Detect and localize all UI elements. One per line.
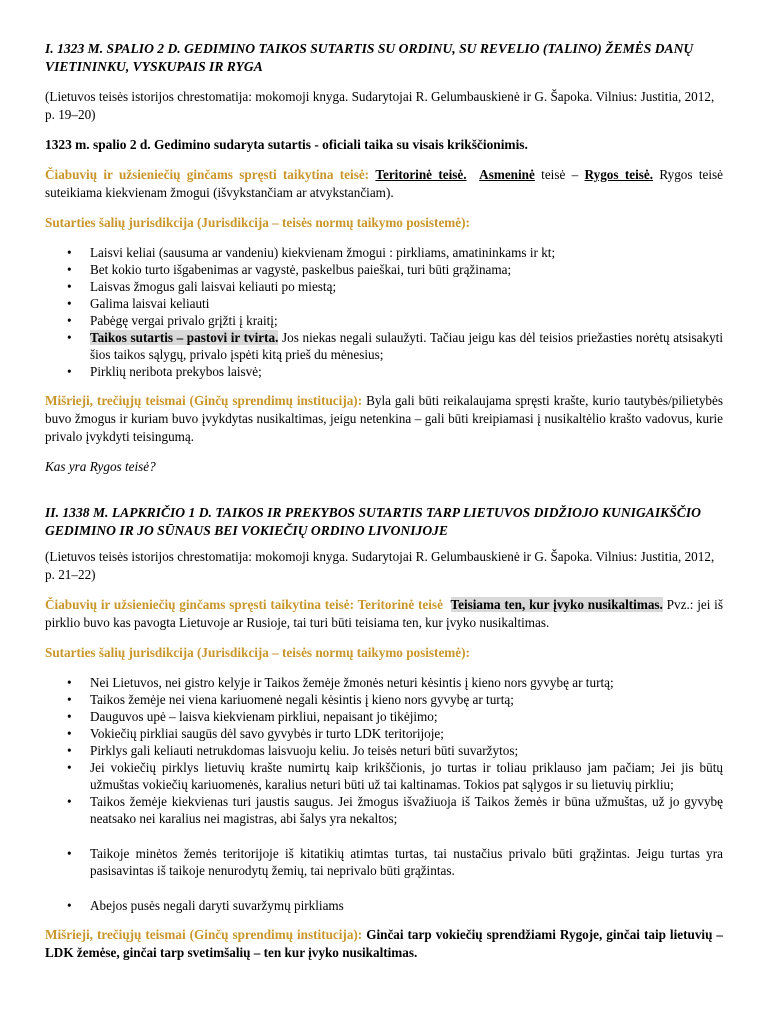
- list-item: • Galima laisvai keliauti: [67, 296, 210, 311]
- list-item: • Laisvas žmogus gali laisvai keliauti po miestą;: [67, 279, 337, 294]
- list-item: • Abejos pusės negali daryti suvaržymų pirkliams: [67, 898, 344, 913]
- list-item: • Taikos sutartis – pastovi ir tvirta. Jos niekas negali sulaužyti. Tačiau jeigu kas dėl teisios priežasties norėtų atsisakyti šios taikos sąlygų, privalo įspėti kitą prieš du mėnesius;: [67, 330, 724, 362]
- law-separator: teisė –: [534, 167, 585, 182]
- section-1-heading: I. 1323 M. SPALIO 2 D. GEDIMINO TAIKOS SUTARTIS SU ORDINU, SU REVELIO (TALINO) ŽEMĖS DANŲ VIETININKU, VYSKUPAIS IR RYGA: [45, 41, 694, 74]
- list-item: • Pabėgę vergai privalo grįžti į kraitį;: [67, 313, 278, 328]
- section-1-source: (Lietuvos teisės istorijos chrestomatija: mokomoji knyga. Sudarytojai R. Gelumbauskienė ir G. Šapoka. Vilnius: Justitia, 2012, p. 19–20): [45, 89, 715, 122]
- section-2-jurisdiction-label: Sutarties šalių jurisdikcija (Jurisdikcija – teisės normų taikymo posistemė):: [45, 645, 470, 660]
- highlighted-text: Taikos sutartis – pastovi ir tvirta.: [90, 330, 279, 345]
- section-2-mixed-courts: Mišrieji, trečiųjų teismai (Ginčų sprendimų institucija): Ginčai tarp vokiečių sprendžiami Rygoje, ginčai taip lietuvių – LDK žemėse, ginčai tarp svetimšalių – ten kur įvyko nusikaltimas.: [45, 927, 723, 960]
- list-item: • Taikos žemėje kiekvienas turi jaustis saugus. Jei žmogus išvažiuoja iš Taikos žemės ir būna užmuštas, už jo gyvybę neatsako nei karalius nei magistras, abi šalys yra nekaltos;: [67, 794, 723, 826]
- riga-law-text: Rygos teisė suteikiama kiekvienam žmogui (išvykstančiam ar atvykstančiam).: [45, 167, 723, 200]
- territorial-law: Teritorinė teisė.: [375, 167, 467, 182]
- section-1-date-line: 1323 m. spalio 2 d. Gedimino sudaryta sutartis - oficiali taika su visais krikščionimis.: [45, 137, 528, 152]
- section-2-source: (Lietuvos teisės istorijos chrestomatija: mokomoji knyga. Sudarytojai R. Gelumbauskienė ir G. Šapoka. Vilnius: Justitia, 2012, p. 21–22): [45, 549, 715, 582]
- list-item: • Taikos žemėje nei viena kariuomenė negali kėsintis į kieno nors gyvybę ar turtą;: [67, 692, 514, 707]
- list-item: • Nei Lietuvos, nei gistro kelyje ir Taikos žemėje žmonės neturi kėsintis į kieno nors gyvybę ar turtą;: [67, 675, 614, 690]
- list-item: • Taikoje minėtos žemės teritorijoje iš kitatikių atimtas turtas, tai nustačius privalo būti grąžintas. Jeigu turtas yra pasisavintas iš taikoje nenurodytų žemių, tai neprivalo būti grąžintas.: [67, 846, 723, 878]
- applicable-law-label: Čiabuvių ir užsieniečių ginčams spręsti taikytina teisė:: [45, 167, 370, 182]
- riga-law: Rygos teisė.: [584, 167, 654, 182]
- section-1-applicable-law: [45, 166, 723, 202]
- personal-law: Asmeninė: [479, 167, 535, 182]
- section-1-bullet-list: [45, 244, 723, 380]
- section-2-heading: II. 1338 M. LAPKRIČIO 1 D. TAIKOS IR PREKYBOS SUTARTIS TARP LIETUVOS DIDŽIOJO KUNIGAIKŠČIO GEDIMINO IR JO SŪNAUS BEI VOKIEČIŲ ORDINO LIVONIJOJE: [45, 505, 701, 538]
- list-item: • Laisvi keliai (sausuma ar vandeniu) kiekvienam žmogui : pirkliams, amatininkams ir kt;: [67, 245, 556, 260]
- section-1-mixed-courts: Mišrieji, trečiųjų teismai (Ginčų sprendimų institucija): Byla gali būti reikalaujama spręsti krašte, kurio tautybės/pilietybės buvo žmogus ir kuriam buvo įvykdytas nusikaltimas, jeigu netenkina – gali būti kreipiamasi į nusikaltėlio krašto vadovus, kurie privalo įvykdyti teisingumą.: [45, 393, 724, 444]
- list-item: • Dauguvos upė – laisva kiekvienam pirkliui, nepaisant jo tikėjimo;: [67, 709, 438, 724]
- list-item: • Bet kokio turto išgabenimas ar vagystė, paskelbus paieškai, turi būti grąžinama;: [67, 262, 512, 277]
- section-2-bullet-list: [45, 674, 723, 827]
- list-item: • Pirklių neribota prekybos laisvė;: [67, 364, 262, 379]
- section-1-question: Kas yra Rygos teisė?: [45, 459, 156, 474]
- list-item: • Pirklys gali keliauti netrukdomas laisvuoju keliu. Jo teisės neturi būti suvaržytos;: [67, 743, 519, 758]
- section-1-jurisdiction-label: Sutarties šalių jurisdikcija (Jurisdikcija – teisės normų taikymo posistemė):: [45, 215, 470, 230]
- list-item: • Vokiečių pirkliai saugūs dėl savo gyvybės ir turto LDK teritorijoje;: [67, 726, 444, 741]
- section-2-bullet-list-3: [45, 897, 723, 914]
- section-2-bullet-list-2: [45, 845, 723, 879]
- list-item: • Jei vokiečių pirklys lietuvių krašte numirtų kaip krikščionis, jo turtas ir toliau priklauso jam pačiam; Jei jis būtų užmuštas vokiečių kariuomenės, karalius neturi būti už tai kaltinamas. Tokios pat sąlygos ir su lietuvių pirkliu;: [67, 760, 723, 792]
- highlighted-text: Teisiama ten, kur įvyko nusikaltimas.: [450, 597, 663, 612]
- section-2-applicable-law: Čiabuvių ir užsieniečių ginčams spręsti taikytina teisė: Teritorinė teisė Teisiama ten, kur įvyko nusikaltimas. Pvz.: jei iš pirklio buvo kas pavogta Lietuvoje ar Rusioje, tai turi būti teisiama ten, kur įvyko nusikaltimas.: [45, 597, 723, 630]
